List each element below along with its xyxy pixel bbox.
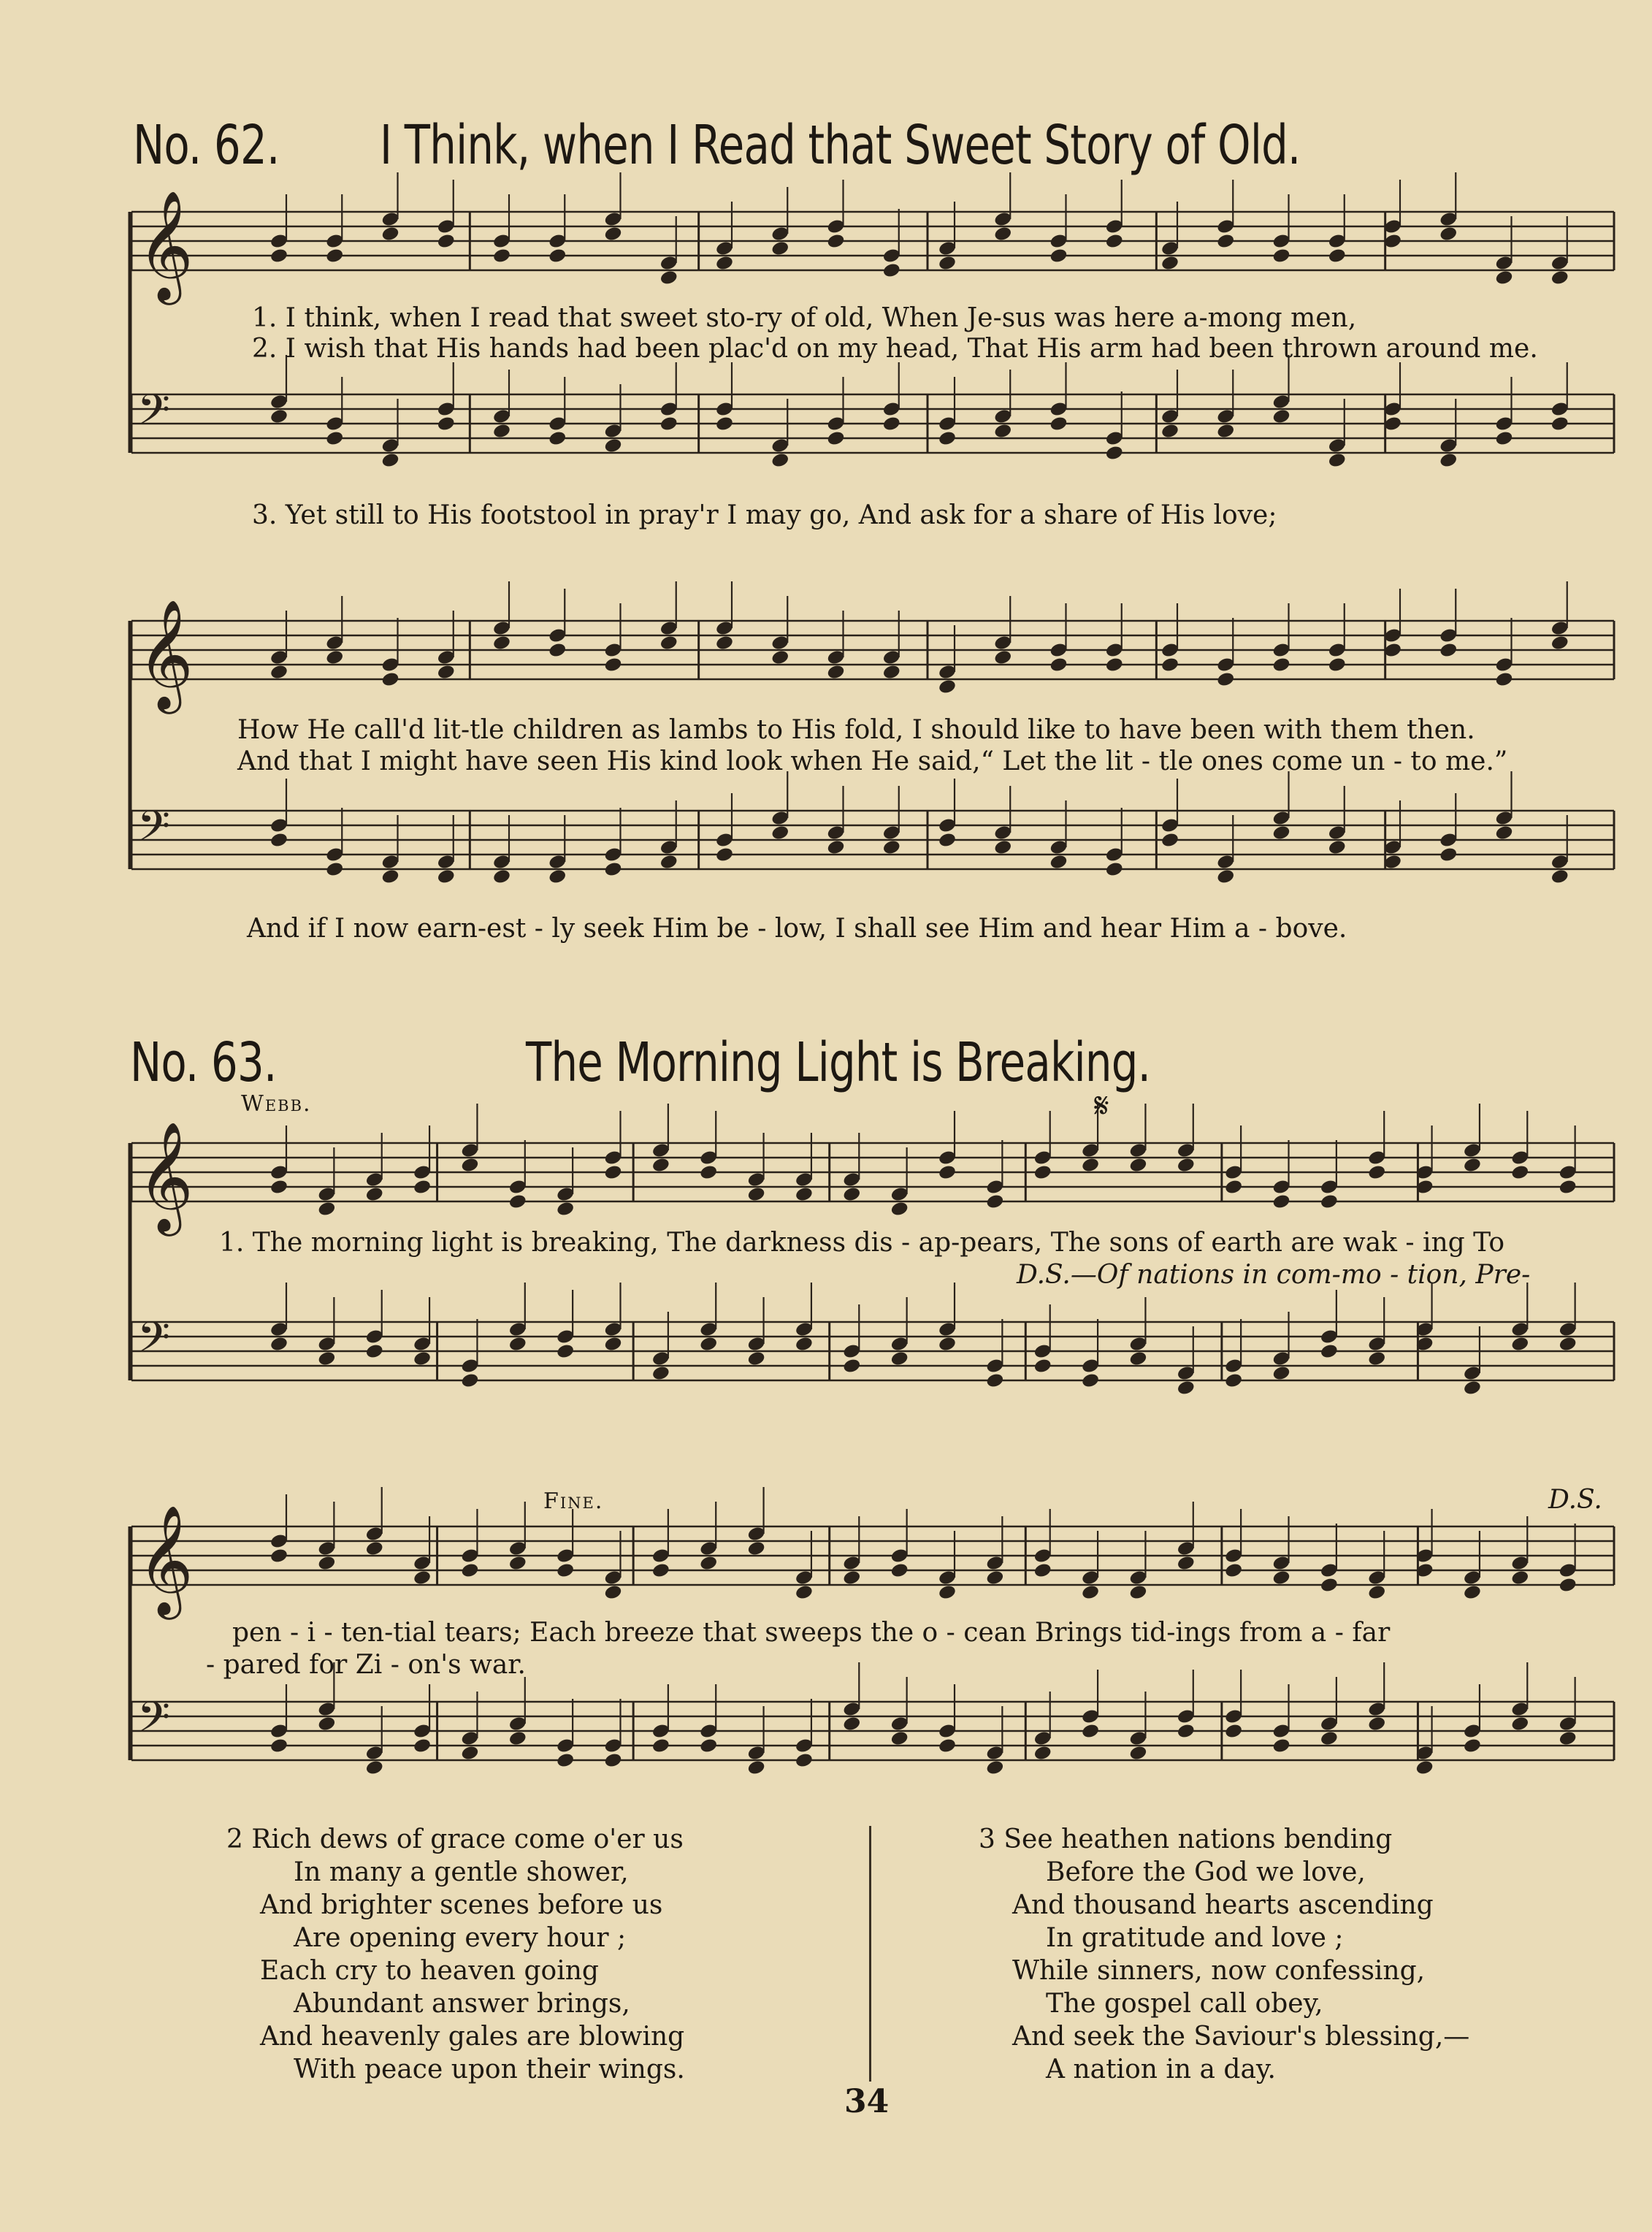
- note-head: [1128, 1350, 1147, 1367]
- note-head: [1271, 408, 1290, 425]
- note-head: [548, 430, 567, 447]
- note-head: [890, 1350, 909, 1367]
- note-head: [1160, 255, 1179, 272]
- note-head: [1271, 248, 1290, 264]
- verse-3: [979, 1823, 1469, 2086]
- note-head: [795, 1584, 814, 1601]
- note-head: [1494, 430, 1513, 447]
- note-head: [715, 635, 734, 651]
- verse-3-line: A nation in a day.: [1046, 2055, 1276, 2084]
- note-head: [492, 868, 511, 885]
- verse-3-line: Before the God we love,: [1046, 1857, 1366, 1887]
- note-head: [365, 1186, 384, 1203]
- note-head: [460, 1745, 479, 1762]
- note-head: [890, 1562, 909, 1579]
- note-head: [1320, 1343, 1339, 1360]
- verse-2-line: With peace upon their wings.: [294, 2055, 685, 2084]
- verse-2-line: In many a gentle shower,: [294, 1857, 629, 1887]
- note-head: [842, 1716, 861, 1732]
- note-head: [437, 868, 456, 885]
- note-head: [556, 1343, 575, 1360]
- note-head: [325, 861, 344, 878]
- note-head: [437, 233, 456, 250]
- note-head: [985, 1193, 1004, 1210]
- hymn-62-title: I Think, when I Read that Sweet Story of Old.: [380, 114, 1301, 177]
- note-head: [603, 1752, 622, 1769]
- note-head: [1081, 1372, 1100, 1389]
- note-head: [985, 1759, 1004, 1776]
- note-head: [1160, 423, 1179, 440]
- verse-3-line: In gratitude and love ;: [1046, 1923, 1344, 1953]
- note-head: [938, 832, 957, 849]
- hymn-63-line2-ds: - pared for Zi - on's war.: [206, 1650, 526, 1680]
- note-head: [556, 1752, 575, 1769]
- note-head: [1049, 248, 1068, 264]
- note-head: [603, 657, 622, 673]
- note-head: [715, 846, 734, 863]
- note-head: [746, 1759, 765, 1776]
- note-head: [1463, 1738, 1482, 1754]
- note-head: [508, 1193, 527, 1210]
- note-head: [1049, 416, 1068, 432]
- note-head: [317, 1555, 336, 1572]
- note-head: [1033, 1562, 1052, 1579]
- note-head: [882, 416, 901, 432]
- note-head: [1105, 445, 1124, 462]
- note-head: [651, 1157, 670, 1174]
- note-head: [460, 1157, 479, 1174]
- fine-mark: Fine.: [543, 1488, 604, 1514]
- note-head: [1494, 825, 1513, 841]
- verse-divider: [869, 1826, 871, 2082]
- note-head: [437, 664, 456, 681]
- note-head: [1224, 1179, 1243, 1196]
- note-head: [1177, 1380, 1196, 1396]
- note-head: [1320, 1730, 1339, 1747]
- note-head: [746, 1186, 765, 1203]
- hymn-62-line2-verse2: And that I might have seen His kind look when He said,“ Let the lit - tle ones come un - to me.”: [237, 746, 1508, 776]
- ds-mark: D.S.: [1548, 1485, 1602, 1515]
- note-head: [882, 262, 901, 279]
- note-head: [715, 416, 734, 432]
- note-head: [993, 423, 1012, 440]
- note-head: [603, 226, 622, 242]
- note-head: [1049, 854, 1068, 871]
- note-head: [325, 430, 344, 447]
- note-head: [413, 1179, 432, 1196]
- bass-clef-icon: 𝄢: [137, 385, 171, 445]
- note-head: [699, 1738, 718, 1754]
- note-head: [770, 452, 789, 469]
- note-head: [1271, 825, 1290, 841]
- note-head: [1439, 642, 1458, 659]
- verse-2-line: 2 Rich dews of grace come o'er us: [226, 1824, 684, 1854]
- note-head: [1510, 1716, 1529, 1732]
- verse-3-line: And thousand hearts ascending: [1012, 1890, 1434, 1920]
- note-head: [1510, 1336, 1529, 1353]
- note-head: [1216, 868, 1235, 885]
- hymn-62-number: No. 62.: [133, 114, 280, 177]
- note-head: [548, 248, 567, 264]
- note-head: [659, 854, 678, 871]
- note-head: [826, 430, 845, 447]
- note-head: [1081, 1157, 1100, 1174]
- hymn-63-line1-ds: D.S.—Of nations in com-mo - tion, Pre-: [1017, 1260, 1531, 1290]
- note-head: [770, 825, 789, 841]
- note-head: [1081, 1723, 1100, 1740]
- treble-clef-icon: 𝄞: [137, 1120, 194, 1231]
- note-head: [413, 1350, 432, 1367]
- note-head: [1105, 657, 1124, 673]
- verse-2-line: And brighter scenes before us: [260, 1890, 663, 1920]
- note-head: [1510, 1570, 1529, 1586]
- note-head: [1224, 1372, 1243, 1389]
- note-head: [413, 1738, 432, 1754]
- note-head: [651, 1365, 670, 1382]
- note-head: [890, 1730, 909, 1747]
- verse-2-line: And heavenly gales are blowing: [260, 2022, 685, 2052]
- note-head: [269, 408, 288, 425]
- treble-clef-icon: 𝄞: [137, 598, 194, 709]
- note-head: [651, 1738, 670, 1754]
- note-head: [269, 1336, 288, 1353]
- note-head: [938, 1738, 957, 1754]
- note-head: [1439, 846, 1458, 863]
- note-head: [1033, 1358, 1052, 1375]
- note-head: [1550, 868, 1569, 885]
- note-head: [938, 1336, 957, 1353]
- note-head: [556, 1201, 575, 1218]
- note-head: [1216, 423, 1235, 440]
- hymn-63-line1-verse1: 1. The morning light is breaking, The darkness dis - ap-pears, The sons of earth are wak - ing To: [219, 1228, 1505, 1258]
- note-head: [842, 1358, 861, 1375]
- note-head: [1049, 657, 1068, 673]
- note-head: [1271, 1570, 1290, 1586]
- note-head: [269, 664, 288, 681]
- hymn-62-line1-verse2: 2. I wish that His hands had been plac'd on my head, That His arm had been thrown around me.: [252, 334, 1538, 364]
- note-head: [770, 649, 789, 666]
- note-head: [460, 1562, 479, 1579]
- note-head: [993, 839, 1012, 856]
- note-head: [826, 664, 845, 681]
- note-head: [1177, 1555, 1196, 1572]
- note-head: [269, 1738, 288, 1754]
- verse-2-line: Abundant answer brings,: [294, 1989, 630, 2019]
- note-head: [993, 226, 1012, 242]
- note-head: [317, 1350, 336, 1367]
- note-head: [938, 679, 957, 695]
- verse-3-line: And seek the Saviour's blessing,—: [1012, 2022, 1470, 2052]
- note-head: [659, 416, 678, 432]
- note-head: [1177, 1157, 1196, 1174]
- note-head: [985, 1372, 1004, 1389]
- note-head: [381, 452, 399, 469]
- note-head: [1177, 1723, 1196, 1740]
- note-head: [603, 1336, 622, 1353]
- note-head: [381, 868, 399, 885]
- note-head: [1271, 1738, 1290, 1754]
- note-head: [715, 255, 734, 272]
- note-head: [603, 1584, 622, 1601]
- note-head: [1367, 1716, 1386, 1732]
- note-head: [1463, 1584, 1482, 1601]
- note-head: [1367, 1584, 1386, 1601]
- note-head: [1439, 226, 1458, 242]
- note-head: [365, 1343, 384, 1360]
- note-head: [795, 1752, 814, 1769]
- bass-clef-icon: 𝄢: [137, 1692, 171, 1752]
- note-head: [842, 1570, 861, 1586]
- note-head: [381, 671, 399, 688]
- note-head: [1367, 1350, 1386, 1367]
- note-head: [548, 642, 567, 659]
- hymn-62-line1-verse3: 3. Yet still to His footstool in pray'r I may go, And ask for a share of His love;: [252, 500, 1277, 530]
- treble-clef-icon: 𝄞: [137, 1504, 194, 1615]
- note-head: [1033, 1164, 1052, 1181]
- note-head: [269, 832, 288, 849]
- note-head: [795, 1186, 814, 1203]
- note-head: [938, 255, 957, 272]
- note-head: [746, 1350, 765, 1367]
- note-head: [1320, 1193, 1339, 1210]
- note-head: [659, 635, 678, 651]
- note-head: [1494, 270, 1513, 286]
- note-head: [603, 1164, 622, 1181]
- note-head: [1550, 635, 1569, 651]
- note-head: [508, 1730, 527, 1747]
- note-head: [1328, 452, 1347, 469]
- note-head: [746, 1540, 765, 1557]
- note-head: [1320, 1577, 1339, 1594]
- treble-clef-icon: 𝄞: [137, 189, 194, 300]
- note-head: [938, 1164, 957, 1181]
- note-head: [492, 423, 511, 440]
- note-head: [1216, 671, 1235, 688]
- note-head: [508, 1336, 527, 1353]
- verse-2-line: Each cry to heaven going: [260, 1956, 599, 1986]
- hymn-63-line2-verse1: pen - i - ten-tial tears; Each breeze that sweeps the o - cean Brings tid-ings from a - far: [232, 1618, 1391, 1648]
- note-head: [1128, 1745, 1147, 1762]
- note-head: [1271, 1365, 1290, 1382]
- note-head: [1559, 1336, 1578, 1353]
- note-head: [1216, 233, 1235, 250]
- note-head: [492, 635, 511, 651]
- note-head: [826, 233, 845, 250]
- note-head: [1224, 1723, 1243, 1740]
- note-head: [269, 1179, 288, 1196]
- note-head: [1439, 452, 1458, 469]
- note-head: [1081, 1584, 1100, 1601]
- note-head: [1128, 1584, 1147, 1601]
- composer-name: Webb.: [241, 1091, 312, 1117]
- note-head: [993, 649, 1012, 666]
- note-head: [437, 416, 456, 432]
- note-head: [1105, 233, 1124, 250]
- note-head: [659, 270, 678, 286]
- note-head: [1367, 1164, 1386, 1181]
- note-head: [413, 1570, 432, 1586]
- note-head: [938, 1584, 957, 1601]
- hymn-63-title: The Morning Light is Breaking.: [526, 1031, 1151, 1094]
- note-head: [1328, 248, 1347, 264]
- note-head: [317, 1716, 336, 1732]
- note-head: [1463, 1157, 1482, 1174]
- note-head: [1494, 671, 1513, 688]
- note-head: [1160, 657, 1179, 673]
- note-head: [826, 839, 845, 856]
- note-head: [1415, 1759, 1434, 1776]
- note-head: [1033, 1745, 1052, 1762]
- note-head: [699, 1164, 718, 1181]
- bass-clef-icon: 𝄢: [137, 1312, 171, 1372]
- note-head: [365, 1540, 384, 1557]
- note-head: [325, 248, 344, 264]
- verse-3-line: While sinners, now confessing,: [1012, 1956, 1426, 1986]
- hymn-63-number: No. 63.: [130, 1031, 277, 1094]
- note-head: [1160, 832, 1179, 849]
- note-head: [603, 861, 622, 878]
- note-head: [938, 430, 957, 447]
- hymn-62-line2-verse3: And if I now earn-est - ly seek Him be - low, I shall see Him and hear Him a - bove.: [247, 914, 1347, 944]
- verse-2-line: Are opening every hour ;: [294, 1923, 627, 1953]
- note-head: [890, 1201, 909, 1218]
- hymn-62-line2-verse1: How He call'd lit-tle children as lambs to His fold, I should like to have been with them then.: [237, 715, 1475, 745]
- note-head: [882, 664, 901, 681]
- segno-sign: 𝄋: [1094, 1085, 1109, 1126]
- note-head: [985, 1570, 1004, 1586]
- note-head: [1271, 1193, 1290, 1210]
- note-head: [1559, 1179, 1578, 1196]
- note-head: [317, 1201, 336, 1218]
- note-head: [1510, 1164, 1529, 1181]
- note-head: [651, 1562, 670, 1579]
- note-head: [1559, 1577, 1578, 1594]
- note-head: [381, 226, 399, 242]
- note-head: [1559, 1730, 1578, 1747]
- note-head: [795, 1336, 814, 1353]
- verse-3-line: The gospel call obey,: [1046, 1989, 1323, 2019]
- note-head: [1128, 1157, 1147, 1174]
- note-head: [1550, 416, 1569, 432]
- note-head: [269, 248, 288, 264]
- note-head: [548, 868, 567, 885]
- note-head: [1550, 270, 1569, 286]
- note-head: [882, 839, 901, 856]
- note-head: [1328, 657, 1347, 673]
- hymn-62-line1-verse1: 1. I think, when I read that sweet sto-ry of old, When Je-sus was here a-mong men,: [252, 303, 1357, 333]
- note-head: [508, 1555, 527, 1572]
- note-head: [699, 1336, 718, 1353]
- note-head: [842, 1186, 861, 1203]
- verse-3-line: 3 See heathen nations bending: [979, 1824, 1393, 1854]
- note-head: [492, 248, 511, 264]
- note-head: [460, 1372, 479, 1389]
- note-head: [1271, 657, 1290, 673]
- note-head: [699, 1555, 718, 1572]
- note-head: [269, 1548, 288, 1564]
- note-head: [325, 649, 344, 666]
- note-head: [365, 1759, 384, 1776]
- bass-clef-icon: 𝄢: [137, 801, 171, 861]
- page-number: 34: [844, 2083, 890, 2120]
- note-head: [1105, 861, 1124, 878]
- note-head: [1224, 1562, 1243, 1579]
- note-head: [1328, 839, 1347, 856]
- verse-2: [226, 1823, 685, 2086]
- note-head: [1463, 1380, 1482, 1396]
- note-head: [603, 437, 622, 454]
- note-head: [556, 1562, 575, 1579]
- note-head: [770, 240, 789, 257]
